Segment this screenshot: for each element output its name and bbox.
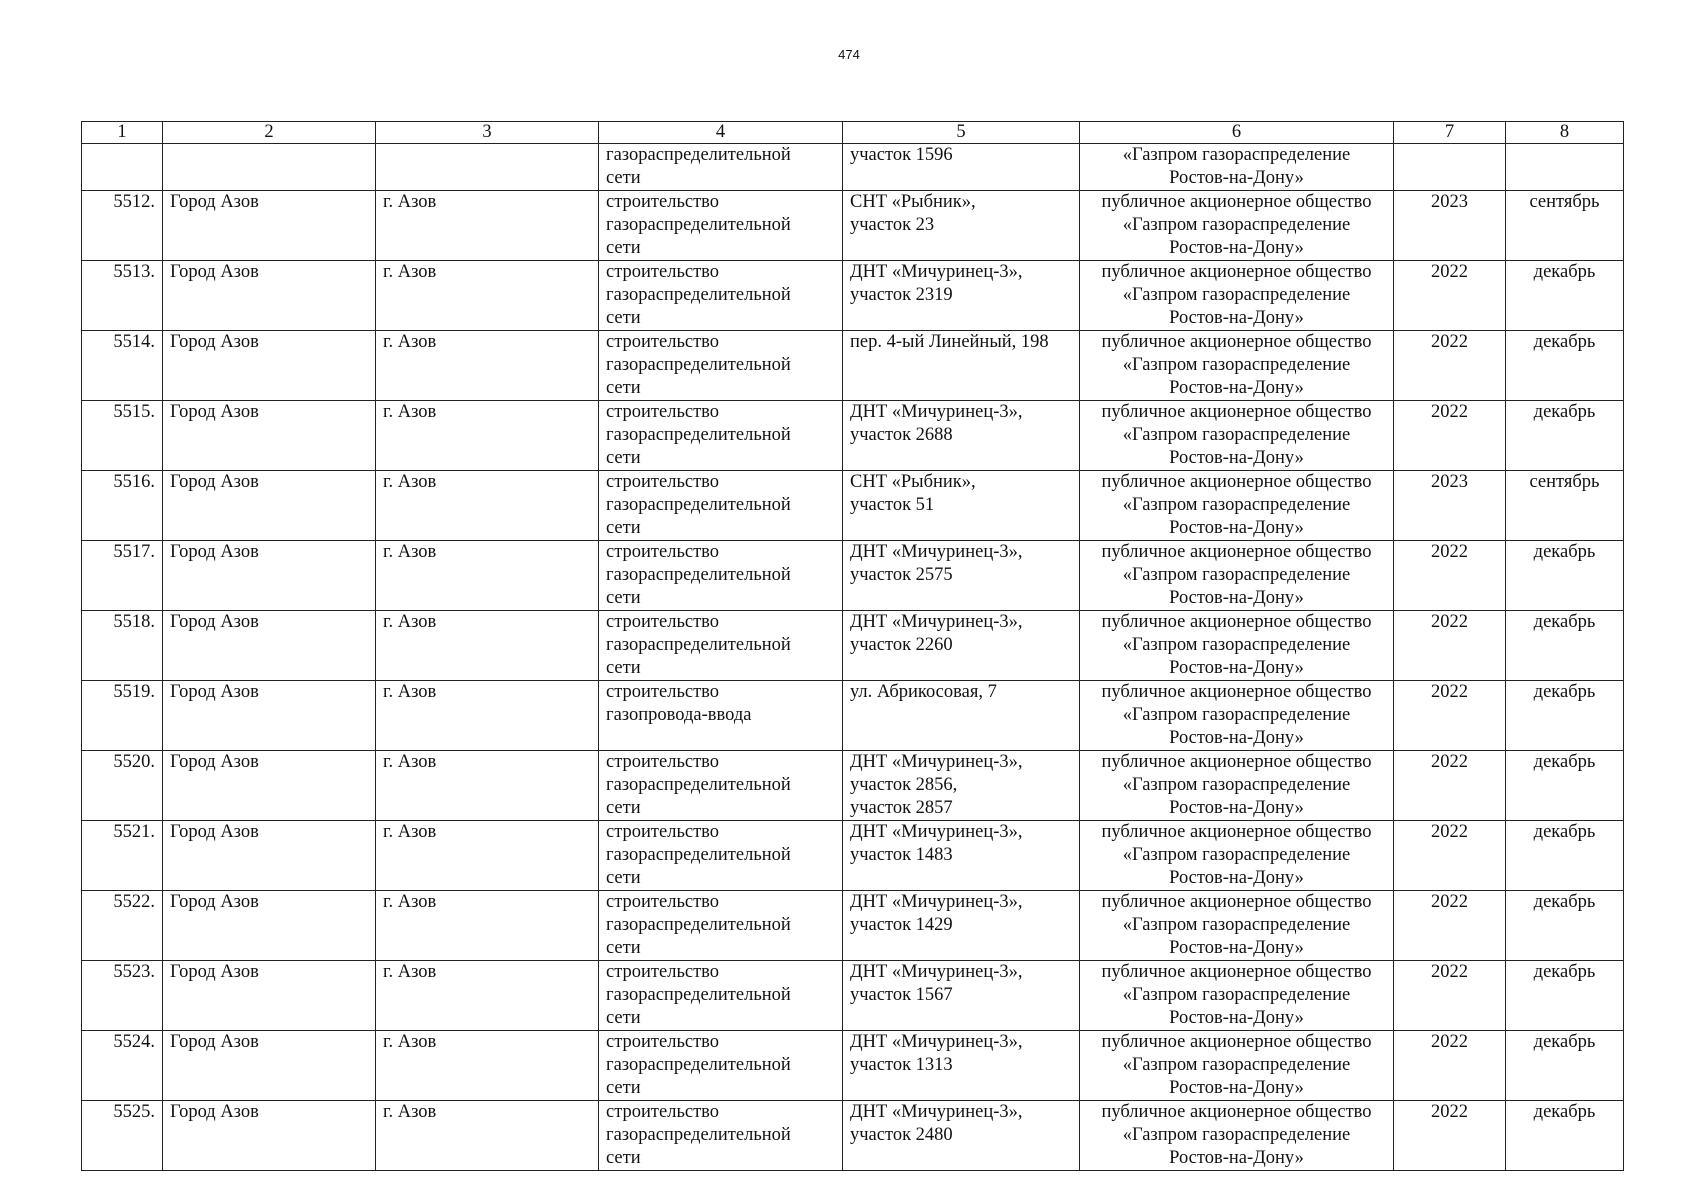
cell-work-line: сети <box>606 938 641 958</box>
cell-settlement: г. Азов <box>376 961 599 1031</box>
cell-work-line: сети <box>606 448 641 468</box>
cell-work-line: сети <box>606 1148 641 1168</box>
cell-address-line: ДНТ «Мичуринец-3», <box>850 262 1023 282</box>
cell-address <box>843 191 1080 261</box>
cell-organization-line: публичное акционерное общество <box>1101 262 1372 282</box>
cell-organization-line: Ростов-на-Дону» <box>1169 1078 1304 1098</box>
cell-address-line: участок 1567 <box>850 985 953 1005</box>
cell-work <box>599 471 843 541</box>
cell-address-line: ДНТ «Мичуринец-3», <box>850 542 1023 562</box>
cell-year: 2022 <box>1394 821 1506 891</box>
cell-municipality: Город Азов <box>163 541 376 611</box>
cell-address-line: участок 23 <box>850 215 935 235</box>
cell-settlement: г. Азов <box>376 1101 599 1171</box>
cell-address-line: участок 2856, <box>850 775 958 795</box>
cell-address-line: ДНТ «Мичуринец-3», <box>850 1032 1023 1052</box>
cell-organization <box>1080 261 1394 331</box>
table-row <box>82 191 1624 261</box>
cell-organization-line: Ростов-на-Дону» <box>1169 588 1304 608</box>
cell-work-line: газораспределительной <box>606 355 791 375</box>
cell-organization-line: публичное акционерное общество <box>1101 402 1372 422</box>
cell-work-line: сети <box>606 238 641 258</box>
cell-year: 2022 <box>1394 1031 1506 1101</box>
cell-address <box>843 471 1080 541</box>
cell-address <box>843 751 1080 821</box>
cell-number: 5522. <box>82 891 163 961</box>
cell-organization <box>1080 541 1394 611</box>
header-row <box>82 122 1624 144</box>
cell-address-line: участок 51 <box>850 495 935 515</box>
cell-organization <box>1080 331 1394 401</box>
cell-work-line: строительство <box>606 472 720 492</box>
cell-settlement: г. Азов <box>376 331 599 401</box>
cell-work-line: газораспределительной <box>606 845 791 865</box>
table-row <box>82 1031 1624 1101</box>
table-row <box>82 611 1624 681</box>
cell-work <box>599 401 843 471</box>
cell-work-line: газораспределительной <box>606 495 791 515</box>
table-row <box>82 961 1624 1031</box>
cell-address <box>843 144 1080 191</box>
cell-organization <box>1080 821 1394 891</box>
cell-number: 5518. <box>82 611 163 681</box>
cell-number: 5520. <box>82 751 163 821</box>
cell-address-line: ДНТ «Мичуринец-3», <box>850 892 1023 912</box>
cell-organization <box>1080 471 1394 541</box>
cell-municipality: Город Азов <box>163 191 376 261</box>
cell-organization-line: «Газпром газораспределение <box>1122 635 1351 655</box>
cell-settlement: г. Азов <box>376 191 599 261</box>
column-header: 4 <box>599 122 843 144</box>
table-row <box>82 681 1624 751</box>
cell-work-line: сети <box>606 378 641 398</box>
cell-work-line: газораспределительной <box>606 775 791 795</box>
cell-work <box>599 961 843 1031</box>
cell-organization <box>1080 144 1394 191</box>
cell-organization-line: «Газпром газораспределение <box>1122 565 1351 585</box>
cell-address-line: участок 2319 <box>850 285 953 305</box>
cell-work-line: строительство <box>606 892 720 912</box>
cell-settlement: г. Азов <box>376 471 599 541</box>
cell-month: декабрь <box>1506 681 1624 751</box>
cell-work-line: строительство <box>606 962 720 982</box>
cell-organization <box>1080 1101 1394 1171</box>
cell-municipality: Город Азов <box>163 401 376 471</box>
table-row <box>82 821 1624 891</box>
cell-number: 5521. <box>82 821 163 891</box>
cell-organization-line: «Газпром газораспределение <box>1122 845 1351 865</box>
cell-settlement: г. Азов <box>376 611 599 681</box>
cell-address-line: участок 2688 <box>850 425 953 445</box>
cell-year <box>1394 144 1506 191</box>
cell-year: 2022 <box>1394 961 1506 1031</box>
cell-work <box>599 611 843 681</box>
cell-work-line: сети <box>606 308 641 328</box>
table-row <box>82 751 1624 821</box>
cell-address-line: участок 2857 <box>850 798 953 818</box>
document-table <box>81 121 1624 1171</box>
cell-month: декабрь <box>1506 1101 1624 1171</box>
cell-address-line: СНТ «Рыбник», <box>850 192 976 212</box>
cell-municipality: Город Азов <box>163 821 376 891</box>
table-header <box>82 122 1624 144</box>
cell-year: 2022 <box>1394 751 1506 821</box>
cell-work-line: газораспределительной <box>606 985 791 1005</box>
cell-work-line: газораспределительной <box>606 915 791 935</box>
cell-year: 2022 <box>1394 541 1506 611</box>
cell-number <box>82 144 163 191</box>
cell-organization <box>1080 611 1394 681</box>
cell-work-line: строительство <box>606 1102 720 1122</box>
cell-work-line: газораспределительной <box>606 215 791 235</box>
cell-organization-line: публичное акционерное общество <box>1101 192 1372 212</box>
cell-address-line: участок 1313 <box>850 1055 953 1075</box>
cell-month: декабрь <box>1506 261 1624 331</box>
cell-work <box>599 891 843 961</box>
cell-work-line: строительство <box>606 542 720 562</box>
cell-municipality: Город Азов <box>163 331 376 401</box>
cell-organization <box>1080 681 1394 751</box>
cell-organization-line: публичное акционерное общество <box>1101 752 1372 772</box>
cell-address-line: ДНТ «Мичуринец-3», <box>850 612 1023 632</box>
cell-organization-line: публичное акционерное общество <box>1101 1032 1372 1052</box>
cell-year: 2022 <box>1394 261 1506 331</box>
cell-organization-line: Ростов-на-Дону» <box>1169 238 1304 258</box>
cell-work <box>599 331 843 401</box>
cell-address-line: участок 2480 <box>850 1125 953 1145</box>
cell-work-line: строительство <box>606 822 720 842</box>
cell-settlement: г. Азов <box>376 751 599 821</box>
cell-work-line: сети <box>606 588 641 608</box>
cell-work <box>599 681 843 751</box>
cell-number: 5523. <box>82 961 163 1031</box>
cell-number: 5517. <box>82 541 163 611</box>
column-header: 7 <box>1394 122 1506 144</box>
cell-address-line: участок 1596 <box>850 145 953 165</box>
cell-address <box>843 1101 1080 1171</box>
cell-work-line: сети <box>606 658 641 678</box>
cell-work <box>599 821 843 891</box>
cell-address <box>843 681 1080 751</box>
cell-work-line: сети <box>606 168 641 188</box>
cell-address-line: ДНТ «Мичуринец-3», <box>850 752 1023 772</box>
cell-organization <box>1080 891 1394 961</box>
cell-number: 5524. <box>82 1031 163 1101</box>
cell-month: декабрь <box>1506 611 1624 681</box>
cell-work <box>599 191 843 261</box>
table-row <box>82 471 1624 541</box>
cell-number: 5512. <box>82 191 163 261</box>
cell-year: 2022 <box>1394 1101 1506 1171</box>
cell-settlement: г. Азов <box>376 541 599 611</box>
cell-settlement: г. Азов <box>376 1031 599 1101</box>
cell-work <box>599 261 843 331</box>
cell-work <box>599 1101 843 1171</box>
cell-number: 5515. <box>82 401 163 471</box>
cell-address <box>843 1031 1080 1101</box>
cell-organization-line: «Газпром газораспределение <box>1122 355 1351 375</box>
cell-organization-line: «Газпром газораспределение <box>1122 985 1351 1005</box>
cell-organization-line: Ростов-на-Дону» <box>1169 448 1304 468</box>
cell-year: 2023 <box>1394 471 1506 541</box>
cell-work <box>599 144 843 191</box>
cell-organization-line: «Газпром газораспределение <box>1122 1055 1351 1075</box>
cell-municipality: Город Азов <box>163 961 376 1031</box>
cell-number: 5519. <box>82 681 163 751</box>
cell-work <box>599 541 843 611</box>
table-row <box>82 891 1624 961</box>
cell-address-line: участок 2575 <box>850 565 953 585</box>
cell-number: 5513. <box>82 261 163 331</box>
table-row <box>82 1101 1624 1171</box>
cell-settlement: г. Азов <box>376 891 599 961</box>
cell-organization-line: Ростов-на-Дону» <box>1169 518 1304 538</box>
cell-organization-line: публичное акционерное общество <box>1101 962 1372 982</box>
cell-organization-line: публичное акционерное общество <box>1101 822 1372 842</box>
cell-address-line: участок 1483 <box>850 845 953 865</box>
cell-municipality: Город Азов <box>163 261 376 331</box>
cell-work-line: сети <box>606 518 641 538</box>
cell-month: декабрь <box>1506 891 1624 961</box>
cell-number: 5516. <box>82 471 163 541</box>
cell-municipality: Город Азов <box>163 681 376 751</box>
cell-month: декабрь <box>1506 331 1624 401</box>
column-header: 1 <box>82 122 163 144</box>
cell-work-line: газораспределительной <box>606 145 791 165</box>
cell-month <box>1506 144 1624 191</box>
cell-organization-line: Ростов-на-Дону» <box>1169 938 1304 958</box>
cell-work-line: сети <box>606 798 641 818</box>
column-header: 8 <box>1506 122 1624 144</box>
cell-work-line: газораспределительной <box>606 1055 791 1075</box>
cell-organization <box>1080 961 1394 1031</box>
column-header: 2 <box>163 122 376 144</box>
cell-number: 5514. <box>82 331 163 401</box>
cell-organization-line: Ростов-на-Дону» <box>1169 1148 1304 1168</box>
cell-settlement: г. Азов <box>376 681 599 751</box>
cell-address-line: ДНТ «Мичуринец-3», <box>850 1102 1023 1122</box>
cell-organization <box>1080 191 1394 261</box>
table-row <box>82 401 1624 471</box>
cell-month: декабрь <box>1506 401 1624 471</box>
cell-address-line: ДНТ «Мичуринец-3», <box>850 962 1023 982</box>
cell-address <box>843 331 1080 401</box>
cell-address <box>843 541 1080 611</box>
cell-organization-line: Ростов-на-Дону» <box>1169 308 1304 328</box>
cell-organization <box>1080 751 1394 821</box>
cell-work-line: строительство <box>606 1032 720 1052</box>
cell-address-line: ДНТ «Мичуринец-3», <box>850 822 1023 842</box>
cell-organization-line: «Газпром газораспределение <box>1122 285 1351 305</box>
column-header: 6 <box>1080 122 1394 144</box>
cell-work-line: строительство <box>606 682 720 702</box>
cell-address-line: пер. 4-ый Линейный, 198 <box>850 332 1049 352</box>
cell-year: 2022 <box>1394 891 1506 961</box>
cell-address-line: ДНТ «Мичуринец-3», <box>850 402 1023 422</box>
cell-address <box>843 961 1080 1031</box>
cell-work <box>599 751 843 821</box>
cell-address-line: участок 2260 <box>850 635 953 655</box>
cell-address-line: участок 1429 <box>850 915 953 935</box>
column-header: 3 <box>376 122 599 144</box>
cell-work-line: газораспределительной <box>606 635 791 655</box>
cell-month: декабрь <box>1506 961 1624 1031</box>
cell-address-line: ул. Абрикосовая, 7 <box>850 682 997 702</box>
cell-number: 5525. <box>82 1101 163 1171</box>
cell-municipality: Город Азов <box>163 1101 376 1171</box>
cell-organization <box>1080 401 1394 471</box>
cell-municipality: Город Азов <box>163 891 376 961</box>
cell-organization-line: «Газпром газораспределение <box>1122 425 1351 445</box>
cell-work-line: строительство <box>606 332 720 352</box>
cell-organization-line: «Газпром газораспределение <box>1122 215 1351 235</box>
cell-address <box>843 401 1080 471</box>
cell-organization-line: Ростов-на-Дону» <box>1169 1008 1304 1028</box>
cell-organization-line: публичное акционерное общество <box>1101 892 1372 912</box>
cell-month: сентябрь <box>1506 471 1624 541</box>
cell-organization-line: публичное акционерное общество <box>1101 1102 1372 1122</box>
cell-organization-line: «Газпром газораспределение <box>1122 705 1351 725</box>
cell-year: 2023 <box>1394 191 1506 261</box>
cell-work-line: строительство <box>606 402 720 422</box>
cell-organization-line: Ростов-на-Дону» <box>1169 168 1304 188</box>
cell-settlement: г. Азов <box>376 821 599 891</box>
cell-organization-line: публичное акционерное общество <box>1101 612 1372 632</box>
cell-address <box>843 261 1080 331</box>
column-header: 5 <box>843 122 1080 144</box>
cell-organization-line: «Газпром газораспределение <box>1122 775 1351 795</box>
cell-year: 2022 <box>1394 331 1506 401</box>
cell-work-line: газораспределительной <box>606 565 791 585</box>
cell-work-line: газораспределительной <box>606 285 791 305</box>
cell-work-line: строительство <box>606 262 720 282</box>
cell-month: декабрь <box>1506 1031 1624 1101</box>
cell-year: 2022 <box>1394 681 1506 751</box>
cell-organization-line: «Газпром газораспределение <box>1122 915 1351 935</box>
cell-work-line: газопровода-ввода <box>606 705 752 725</box>
cell-organization-line: «Газпром газораспределение <box>1122 145 1351 165</box>
cell-organization-line: Ростов-на-Дону» <box>1169 868 1304 888</box>
cell-year: 2022 <box>1394 611 1506 681</box>
cell-work-line: газораспределительной <box>606 425 791 445</box>
cell-organization-line: Ростов-на-Дону» <box>1169 658 1304 678</box>
cell-settlement: г. Азов <box>376 261 599 331</box>
cell-organization-line: публичное акционерное общество <box>1101 682 1372 702</box>
cell-address <box>843 821 1080 891</box>
cell-year: 2022 <box>1394 401 1506 471</box>
cell-organization-line: Ростов-на-Дону» <box>1169 728 1304 748</box>
table-row <box>82 541 1624 611</box>
cell-month: сентябрь <box>1506 191 1624 261</box>
table-row <box>82 331 1624 401</box>
cell-municipality: Город Азов <box>163 751 376 821</box>
cell-work-line: газораспределительной <box>606 1125 791 1145</box>
cell-month: декабрь <box>1506 821 1624 891</box>
cell-municipality: Город Азов <box>163 471 376 541</box>
cell-work-line: сети <box>606 868 641 888</box>
table-row <box>82 261 1624 331</box>
cell-work <box>599 1031 843 1101</box>
cell-settlement: г. Азов <box>376 401 599 471</box>
cell-organization-line: публичное акционерное общество <box>1101 542 1372 562</box>
cell-address-line: СНТ «Рыбник», <box>850 472 976 492</box>
cell-address <box>843 891 1080 961</box>
continuation-row <box>82 144 1624 191</box>
cell-organization-line: «Газпром газораспределение <box>1122 1125 1351 1145</box>
cell-organization-line: «Газпром газораспределение <box>1122 495 1351 515</box>
cell-municipality: Город Азов <box>163 1031 376 1101</box>
cell-municipality: Город Азов <box>163 611 376 681</box>
cell-month: декабрь <box>1506 541 1624 611</box>
cell-organization-line: Ростов-на-Дону» <box>1169 798 1304 818</box>
cell-settlement <box>376 144 599 191</box>
cell-address <box>843 611 1080 681</box>
cell-municipality <box>163 144 376 191</box>
cell-organization-line: публичное акционерное общество <box>1101 472 1372 492</box>
cell-work-line: сети <box>606 1008 641 1028</box>
cell-organization-line: публичное акционерное общество <box>1101 332 1372 352</box>
cell-work-line: строительство <box>606 752 720 772</box>
cell-work-line: строительство <box>606 612 720 632</box>
cell-work-line: сети <box>606 1078 641 1098</box>
cell-organization-line: Ростов-на-Дону» <box>1169 378 1304 398</box>
cell-work-line: строительство <box>606 192 720 212</box>
table-body <box>82 144 1624 1171</box>
cell-organization <box>1080 1031 1394 1101</box>
cell-month: декабрь <box>1506 751 1624 821</box>
page-number: 474 <box>838 47 860 62</box>
